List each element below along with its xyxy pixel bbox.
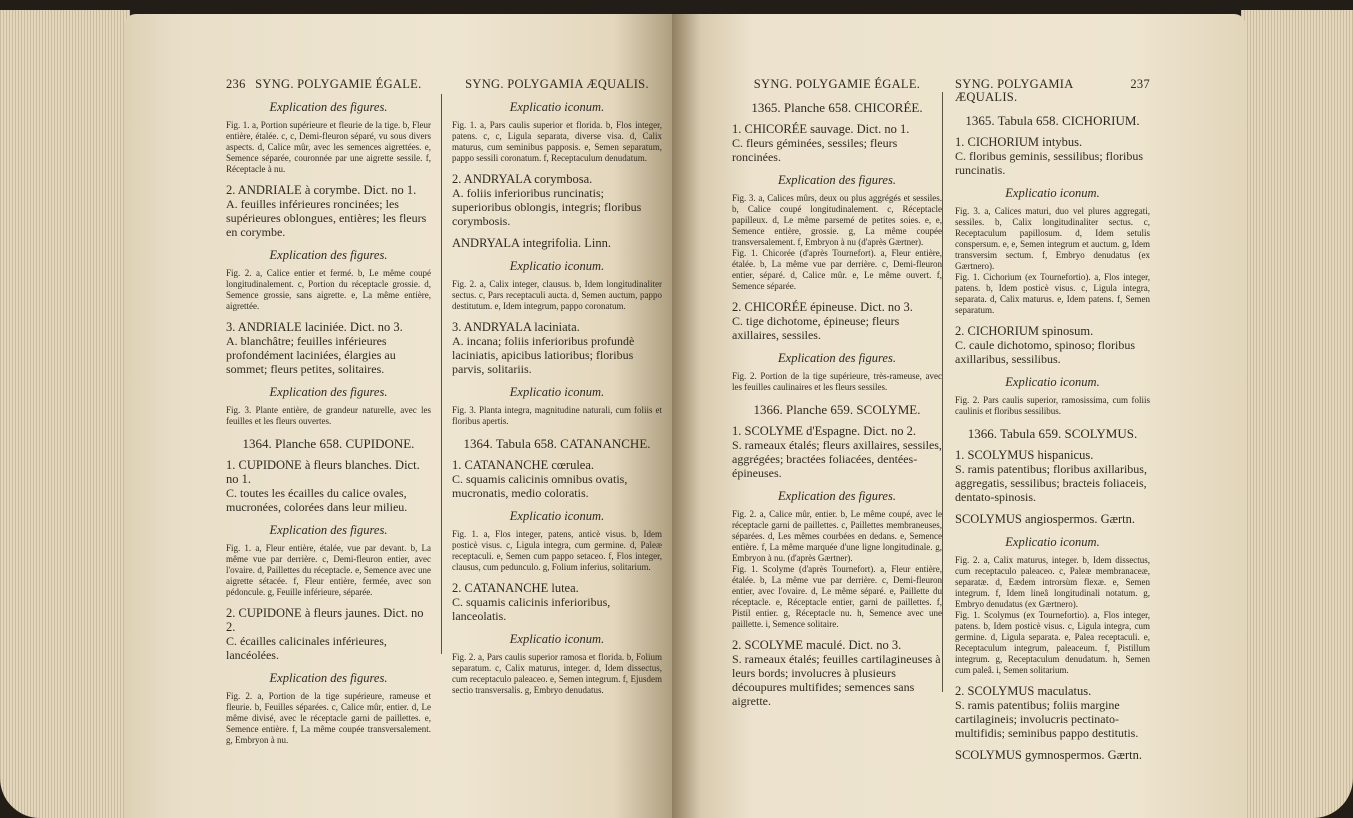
explication-heading: Explicatio iconum. <box>509 385 605 399</box>
species-description: C. squamis calicinis inferioribus, lanceolatis. <box>452 595 611 623</box>
species-description: S. ramis patentibus; floribus axillaribus, aggregatis, sessilibus; bracteis foliaceis, dentato-spinosis. <box>955 462 1147 504</box>
species-name: 2. CHICORÉE épineuse. Dict. no 3. <box>732 300 913 314</box>
species-name: SCOLYMUS gymnospermos. Gærtn. <box>955 748 1142 762</box>
column-text <box>452 101 662 696</box>
running-title: SYNG. POLYGAMIE ÉGALE. <box>255 77 422 91</box>
right-page-latin-column <box>955 78 1150 762</box>
left-page-edges <box>0 10 130 818</box>
species-name: 1. SCOLYMUS hispanicus. <box>955 448 1094 462</box>
explication-heading: Explication des figures. <box>778 351 896 365</box>
figure-caption: Fig. 1. a, Portion supérieure et fleurie de la tige. b, Fleur entière, étalée. c, c, Demi-fleuron séparé, vu sous divers aspects. d, Calice mûr, avec les semences aigrettées. e, Semence séparée, couronnée par une aigrette sessile. f, Réceptacle à nu. <box>226 120 431 174</box>
figure-caption: Fig. 1. a, Fleur entière, étalée, vue par devant. b, La même vue par derrière. c, Demi-fleuron entier, avec l'ovaire. d, Paillettes du réceptacle. e, Semence avec une aigrette sétacée. f, Fleur entière, fermée, avec son pédoncule. g, Feuille inférieure, séparée. <box>226 543 431 597</box>
figure-caption: Fig. 1. Scolyme (d'après Tournefort). a, Fleur entière, étalée. b, La même vue par derrière. c, Demi-fleuron entier, avec l'ovaire. d, Le même séparé. e, Paillette du réceptacle. e, Réceptacle entier, garni de paillettes. f, Pistil entier. g, Réceptacle nu. h, Semence avec une paillette. i, Semence solitaire. <box>732 564 942 629</box>
figure-caption: Fig. 1. a, Pars caulis superior et florida. b, Flos integer, patens. c, c, Ligula separata, diverse visa. d, Calix maturus, cum seminibus papposis. e, Semen separatum, pappo sessili coronatum. f, Receptaculum denudatum. <box>452 120 662 163</box>
left-page-latin-column <box>452 78 662 696</box>
figure-caption: Fig. 2. a, Calice mûr, entier. b, Le même coupé, avec le réceptacle garni de paillettes. c, Paillettes membraneuses, séparées. d, Les mêmes courbées en dedans. e, Semence entière. f, La même marquée d'une ligne longitudinale. g, Embryon à nu. (d'après Gærtner). <box>732 509 942 563</box>
species-description: A. incana; foliis inferioribus profundè laciniatis, apicibus latioribus; floribus parvis, solitariis. <box>452 334 635 376</box>
species-description: A. blanchâtre; feuilles inférieures profondément laciniées, élargies au sommet; fleurs petites, solitaires. <box>226 334 396 376</box>
explication-heading: Explicatio iconum. <box>1005 186 1100 200</box>
plate-title: 1366. Tabula 659. SCOLYMUS. <box>967 426 1138 441</box>
species-description: C. floribus geminis, sessilibus; floribus runcinatis. <box>955 149 1144 177</box>
column-text <box>732 101 942 708</box>
species-name: 3. ANDRIALE laciniée. Dict. no 3. <box>226 320 403 334</box>
figure-caption: Fig. 1. Chicorée (d'après Tournefort). a, Fleur entière, étalée. b, La même vue par derrière. c, Demi-fleuron entier, séparé. d, Calice mûr. e, Le même ouvert. f, Semence séparée. <box>732 248 942 291</box>
explication-heading: Explicatio iconum. <box>509 259 605 273</box>
figure-caption: Fig. 2. Pars caulis superior, ramosissima, cum foliis caulinis et floribus sessilibus. <box>955 395 1150 416</box>
figure-caption: Fig. 2. a, Calix maturus, integer. b, Idem dissectus, cum receptaculo paleaceo. c, Paleæ membranaceæ, separatæ. d, Eædem introrsùm flexæ. e, Semen integrum. f, Idem lineâ longitudinali notatum. g, Embryo denudatus (ex Gærtnero). <box>955 555 1150 609</box>
column-text <box>226 101 431 746</box>
page-number: 236 <box>226 77 246 91</box>
species-name: 2. CATANANCHE lutea. <box>452 581 579 595</box>
species-name: 2. CUPIDONE à fleurs jaunes. Dict. no 2. <box>226 606 424 634</box>
plate-title: 1365. Tabula 658. CICHORIUM. <box>965 113 1140 128</box>
explication-heading: Explication des figures. <box>269 248 388 262</box>
running-head <box>226 78 431 91</box>
species-name: ANDRYALA integrifolia. Linn. <box>452 236 612 250</box>
column-text <box>955 114 1150 762</box>
right-page-edges <box>1241 10 1353 818</box>
species-description: S. rameaux étalés; feuilles cartilagineuses à leurs bords; involucres à plusieurs découpures multifides; semences sans aigrette. <box>732 652 941 708</box>
explication-heading: Explicatio iconum. <box>509 632 605 646</box>
figure-caption: Fig. 1. Cichorium (ex Tournefortio). a, Flos integer, patens. b, Idem posticè visus. c, Ligula integra, separata. d, Calix maturus. e, Idem patens. f, Semen separatum. <box>955 272 1150 315</box>
species-description: A. feuilles inférieures roncinées; les supérieures oblongues, entières; les fleurs en corymbe. <box>226 197 427 239</box>
species-name: 2. ANDRYALA corymbosa. <box>452 172 593 186</box>
species-name: 1. CICHORIUM intybus. <box>955 135 1083 149</box>
explication-heading: Explication des figures. <box>269 100 388 114</box>
species-name: SCOLYMUS angiospermos. Gærtn. <box>955 512 1136 526</box>
left-page <box>124 14 680 818</box>
species-description: C. squamis calicinis omnibus ovatis, mucronatis, medio coloratis. <box>452 472 628 500</box>
explication-heading: Explication des figures. <box>269 671 388 685</box>
explication-heading: Explicatio iconum. <box>1005 375 1100 389</box>
figure-caption: Fig. 2. a, Calice entier et fermé. b, Le même coupé longitudinalement. c, Portion du réceptacle grossie. d, Semence grossie, sans aigrette. e, La même entière, aigrettée. <box>226 268 431 311</box>
plate-title: 1364. Tabula 658. CATANANCHE. <box>463 436 651 451</box>
species-description: C. fleurs géminées, sessiles; fleurs roncinées. <box>732 136 898 164</box>
running-head <box>955 78 1150 104</box>
species-name: 2. SCOLYME maculé. Dict. no 3. <box>732 638 902 652</box>
species-description: C. caule dichotomo, spinoso; floribus axillaribus, sessilibus. <box>955 338 1135 366</box>
species-name: 1. CHICORÉE sauvage. Dict. no 1. <box>732 122 910 136</box>
right-page-french-column <box>732 78 942 712</box>
species-description: A. foliis inferioribus runcinatis; superioribus oblongis, integris; floribus corymbosis. <box>452 186 642 228</box>
species-description: S. ramis patentibus; foliis margine cartilagineis; involucris pectinato-multifidis; seminibus pappo destitutis. <box>955 698 1139 740</box>
species-description: C. tige dichotome, épineuse; fleurs axillaires, sessiles. <box>732 314 900 342</box>
explication-heading: Explication des figures. <box>778 173 896 187</box>
column-rule <box>942 92 943 692</box>
species-name: 2. ANDRIALE à corymbe. Dict. no 1. <box>226 183 417 197</box>
running-title: SYNG. POLYGAMIA ÆQUALIS. <box>465 77 649 91</box>
page-number: 237 <box>1130 77 1150 91</box>
plate-title: 1364. Planche 658. CUPIDONE. <box>242 436 415 451</box>
species-name: 3. ANDRYALA laciniata. <box>452 320 580 334</box>
species-description: C. toutes les écailles du calice ovales, mucronées, colorées dans leur milieu. <box>226 486 408 514</box>
explication-heading: Explicatio iconum. <box>1005 535 1100 549</box>
running-title: SYNG. POLYGAMIE ÉGALE. <box>753 77 921 91</box>
left-page-french-column <box>226 78 431 746</box>
figure-caption: Fig. 1. a, Flos integer, patens, anticè visus. b, Idem posticè visus. c, Ligula integra, cum germine. d, Paleæ receptaculi. e, Semen cum pappo setaceo. f, Flos integer, clausus, cum pedunculo. g, Folium inferius, solitarium. <box>452 529 662 572</box>
running-title: SYNG. POLYGAMIA ÆQUALIS. <box>955 77 1073 104</box>
explication-heading: Explicatio iconum. <box>509 509 605 523</box>
figure-caption: Fig. 1. Scolymus (ex Tournefortio). a, Flos integer, patens. b, Idem posticè visus. c, Ligula integra, cum germine. d, Ligula separata. e, Palea receptaculi. e, Receptaculum integrum, paleaceum. f, Pistillum integrum. g, Receptaculum denudatum. h, Semen cum paleâ. i, Semen solitarium. <box>955 610 1150 675</box>
running-head <box>732 78 942 91</box>
figure-caption: Fig. 2. a, Calix integer, clausus. b, Idem longitudinaliter sectus. c, Pars receptaculi aucta. d, Semen auctum, pappo destitutum. e, Idem integrum, pappo coronatum. <box>452 279 662 311</box>
figure-caption: Fig. 3. a, Calices mûrs, deux ou plus aggrégés et sessiles. b, Calice coupé longitudinalement. c, Réceptacle papilleux. d, Le même parsemé de petites soies. e, e, Semence entière, grossie. g, La même coupée transversalement. f, Embryon à nu (d'après Gærtner). <box>732 193 942 247</box>
species-name: 1. CATANANCHE cœrulea. <box>452 458 595 472</box>
plate-title: 1366. Planche 659. SCOLYME. <box>753 402 921 417</box>
right-page <box>672 14 1246 818</box>
explication-heading: Explication des figures. <box>269 523 388 537</box>
figure-caption: Fig. 2. a, Portion de la tige supérieure, rameuse et fleurie. b, Feuilles séparées. c, Calice mûr, entier. d, Le même divisé, avec le réceptacle garni de paillettes. e, Semence entière. f, La même coupée transversalement. g, Embryon à nu. <box>226 691 431 745</box>
explication-heading: Explication des figures. <box>269 385 388 399</box>
explication-heading: Explicatio iconum. <box>509 100 605 114</box>
plate-title: 1365. Planche 658. CHICORÉE. <box>751 100 923 115</box>
running-head <box>452 78 662 91</box>
species-name: 2. SCOLYMUS maculatus. <box>955 684 1092 698</box>
figure-caption: Fig. 2. a, Pars caulis superior ramosa et florida. b, Folium separatum. c, Calix maturus, integer. d, Idem dissectus, cum receptaculo paleaceo. e, Semen integrum. f, Ejusdem sectio transversalis. g, Embryo denudatus. <box>452 652 662 695</box>
column-rule <box>441 94 442 654</box>
species-description: S. rameaux étalés; fleurs axillaires, sessiles, aggrégées; bractées foliacées, dentées-épineuses. <box>732 438 942 480</box>
species-name: 1. CUPIDONE à fleurs blanches. Dict. no 1. <box>226 458 420 486</box>
figure-caption: Fig. 3. Planta integra, magnitudine naturali, cum foliis et floribus apertis. <box>452 405 662 426</box>
figure-caption: Fig. 3. a, Calices maturi, duo vel plures aggregati, sessiles. b, Calix longitudinaliter sectus. c, Receptaculum papillosum. d, Idem setulis conspersum. e, e, Semen integrum et auctum. g, Idem transversim sectum. f, Embryo denudatus (ex Gærtnero). <box>955 206 1150 271</box>
species-name: 2. CICHORIUM spinosum. <box>955 324 1094 338</box>
species-name: 1. SCOLYME d'Espagne. Dict. no 2. <box>732 424 916 438</box>
species-description: C. écailles calicinales inférieures, lancéolées. <box>226 634 387 662</box>
figure-caption: Fig. 3. Plante entière, de grandeur naturelle, avec les feuilles et les fleurs ouvertes. <box>226 405 431 426</box>
figure-caption: Fig. 2. Portion de la tige supérieure, très-rameuse, avec les feuilles caulinaires et les fleurs sessiles. <box>732 371 942 392</box>
explication-heading: Explication des figures. <box>778 489 896 503</box>
